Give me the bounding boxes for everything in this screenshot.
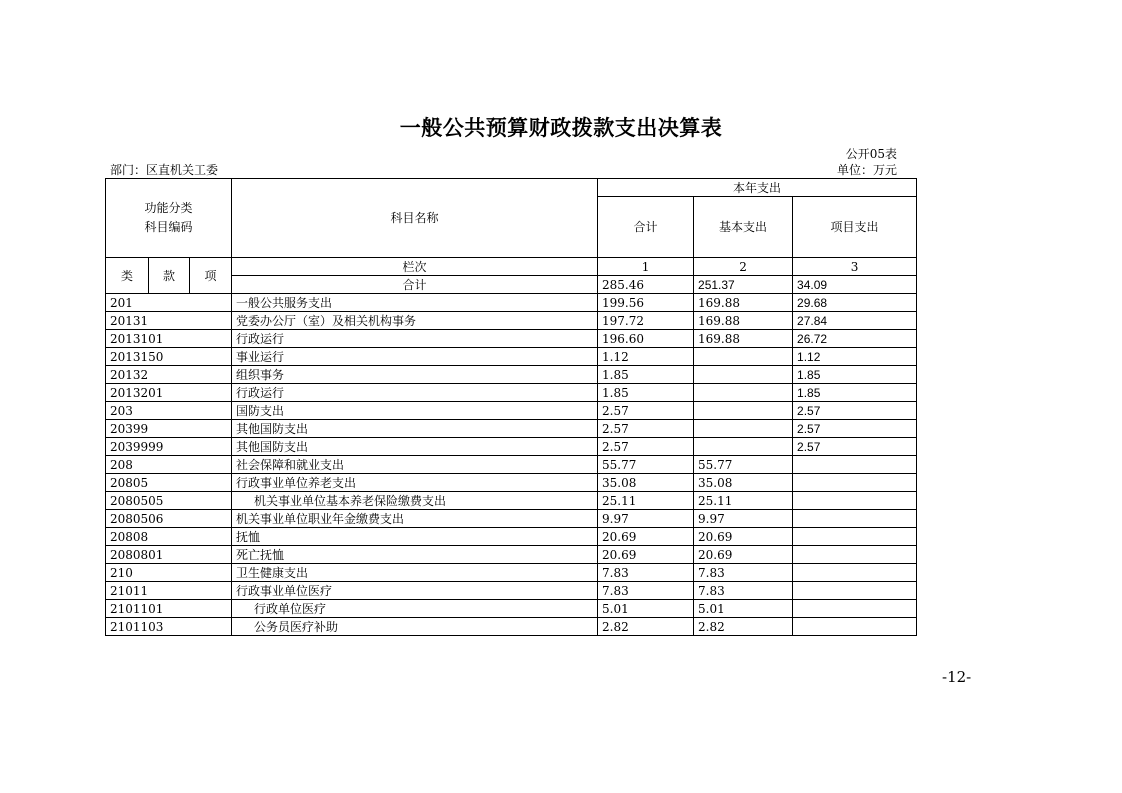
row-project: [793, 600, 917, 618]
expenditure-table: [105, 178, 917, 636]
row-project: [793, 564, 917, 582]
kuan-header: 款: [149, 258, 190, 294]
row-project: 1.85: [793, 384, 917, 402]
row-project: [793, 456, 917, 474]
row-code: 2101101: [106, 600, 232, 618]
page-title: 一般公共预算财政拨款支出决算表: [399, 116, 723, 140]
row-project: 1.12: [793, 348, 917, 366]
page-number: -12-: [942, 668, 972, 686]
row-total: 1.12: [598, 348, 694, 366]
row-total: 2.57: [598, 402, 694, 420]
table-row: [106, 528, 917, 546]
row-code: 208: [106, 456, 232, 474]
row-total: 20.69: [598, 528, 694, 546]
row-basic: 5.01: [694, 600, 793, 618]
row-subject-name: 社会保障和就业支出: [232, 456, 598, 474]
row-subject-name: 卫生健康支出: [232, 564, 598, 582]
row-code: 2013101: [106, 330, 232, 348]
table-row: [106, 600, 917, 618]
table-row: [106, 402, 917, 420]
row-basic: [694, 438, 793, 456]
row-code: 2080506: [106, 510, 232, 528]
row-subject-name: 行政事业单位医疗: [232, 582, 598, 600]
function-class-label: 功能分类: [144, 201, 193, 215]
row-basic: [694, 420, 793, 438]
row-total: 2.82: [598, 618, 694, 636]
row-subject-name: 公务员医疗补助: [232, 618, 598, 636]
subject-code-label: 科目编码: [144, 220, 193, 234]
table-row: [106, 384, 917, 402]
row-basic: 9.97: [694, 510, 793, 528]
table-row: [106, 456, 917, 474]
project-header: 项目支出: [793, 197, 917, 258]
lei-header: 类: [106, 258, 149, 294]
row-subject-name: 行政单位医疗: [232, 600, 598, 618]
row-subject-name: 机关事业单位基本养老保险缴费支出: [232, 492, 598, 510]
row-total: 1.85: [598, 384, 694, 402]
row-code: 20131: [106, 312, 232, 330]
row-project: 26.72: [793, 330, 917, 348]
table-row: [106, 294, 917, 312]
row-project: [793, 618, 917, 636]
row-basic: [694, 366, 793, 384]
row-code: 210: [106, 564, 232, 582]
table-row: [106, 546, 917, 564]
row-total: 9.97: [598, 510, 694, 528]
row-project: [793, 528, 917, 546]
table-row: [106, 582, 917, 600]
row-code: 20399: [106, 420, 232, 438]
xiang-header: 项: [190, 258, 232, 294]
row-project: [793, 492, 917, 510]
row-total: 55.77: [598, 456, 694, 474]
column-number-3: 3: [793, 258, 917, 276]
row-code: 21011: [106, 582, 232, 600]
column-order-label: 栏次: [232, 258, 598, 276]
row-subject-name: 其他国防支出: [232, 438, 598, 456]
row-code: 2013201: [106, 384, 232, 402]
row-project: 2.57: [793, 402, 917, 420]
row-basic: 169.88: [694, 330, 793, 348]
column-number-2: 2: [694, 258, 793, 276]
table-row: [106, 492, 917, 510]
row-subject-name: 一般公共服务支出: [232, 294, 598, 312]
row-basic: 2.82: [694, 618, 793, 636]
row-basic: 20.69: [694, 528, 793, 546]
row-basic: 55.77: [694, 456, 793, 474]
row-total: 20.69: [598, 546, 694, 564]
row-code: 2013150: [106, 348, 232, 366]
row-code: 203: [106, 402, 232, 420]
total-row-total: 285.46: [598, 276, 694, 294]
row-subject-name: 死亡抚恤: [232, 546, 598, 564]
table-row: [106, 510, 917, 528]
row-total: 1.85: [598, 366, 694, 384]
row-code: 201: [106, 294, 232, 312]
table-row: [106, 618, 917, 636]
row-project: [793, 474, 917, 492]
row-code: 20805: [106, 474, 232, 492]
table-row: [106, 438, 917, 456]
table-row: [106, 312, 917, 330]
subject-name-header: 科目名称: [232, 179, 598, 258]
total-header: 合计: [598, 197, 694, 258]
row-code: 2101103: [106, 618, 232, 636]
row-project: 29.68: [793, 294, 917, 312]
row-project: 2.57: [793, 438, 917, 456]
row-total: 7.83: [598, 564, 694, 582]
form-number: 公开05表: [845, 147, 897, 161]
table-row: [106, 348, 917, 366]
row-subject-name: 行政事业单位养老支出: [232, 474, 598, 492]
row-code: 2039999: [106, 438, 232, 456]
row-total: 7.83: [598, 582, 694, 600]
row-total: 5.01: [598, 600, 694, 618]
row-subject-name: 组织事务: [232, 366, 598, 384]
row-code: 20808: [106, 528, 232, 546]
department-label: 部门：区直机关工委: [110, 163, 219, 177]
row-subject-name: 国防支出: [232, 402, 598, 420]
column-number-1: 1: [598, 258, 694, 276]
row-basic: 169.88: [694, 312, 793, 330]
table-row: [106, 330, 917, 348]
total-row-label: 合计: [232, 276, 598, 294]
row-subject-name: 党委办公厅（室）及相关机构事务: [232, 312, 598, 330]
row-total: 2.57: [598, 438, 694, 456]
total-row-basic: 251.37: [694, 276, 793, 294]
row-basic: 25.11: [694, 492, 793, 510]
row-basic: 7.83: [694, 582, 793, 600]
row-basic: 7.83: [694, 564, 793, 582]
row-subject-name: 行政运行: [232, 384, 598, 402]
table-row: [106, 420, 917, 438]
row-subject-name: 抚恤: [232, 528, 598, 546]
row-basic: [694, 402, 793, 420]
row-project: 27.84: [793, 312, 917, 330]
row-total: 35.08: [598, 474, 694, 492]
row-subject-name: 行政运行: [232, 330, 598, 348]
row-basic: 169.88: [694, 294, 793, 312]
row-total: 199.56: [598, 294, 694, 312]
row-code: 2080801: [106, 546, 232, 564]
basic-header: 基本支出: [694, 197, 793, 258]
unit-label: 单位：万元: [836, 163, 897, 177]
row-project: [793, 510, 917, 528]
row-basic: 20.69: [694, 546, 793, 564]
row-code: 20132: [106, 366, 232, 384]
row-basic: [694, 384, 793, 402]
table-row: [106, 474, 917, 492]
row-project: 2.57: [793, 420, 917, 438]
row-total: 197.72: [598, 312, 694, 330]
row-subject-name: 机关事业单位职业年金缴费支出: [232, 510, 598, 528]
row-basic: 35.08: [694, 474, 793, 492]
function-class-header: [106, 179, 232, 258]
row-project: [793, 546, 917, 564]
current-year-header: 本年支出: [598, 179, 917, 197]
row-subject-name: 其他国防支出: [232, 420, 598, 438]
total-row-project: 34.09: [793, 276, 917, 294]
table-row: [106, 564, 917, 582]
row-project: [793, 582, 917, 600]
row-basic: [694, 348, 793, 366]
row-project: 1.85: [793, 366, 917, 384]
table-row: [106, 366, 917, 384]
row-total: 196.60: [598, 330, 694, 348]
row-total: 25.11: [598, 492, 694, 510]
row-code: 2080505: [106, 492, 232, 510]
row-subject-name: 事业运行: [232, 348, 598, 366]
row-total: 2.57: [598, 420, 694, 438]
